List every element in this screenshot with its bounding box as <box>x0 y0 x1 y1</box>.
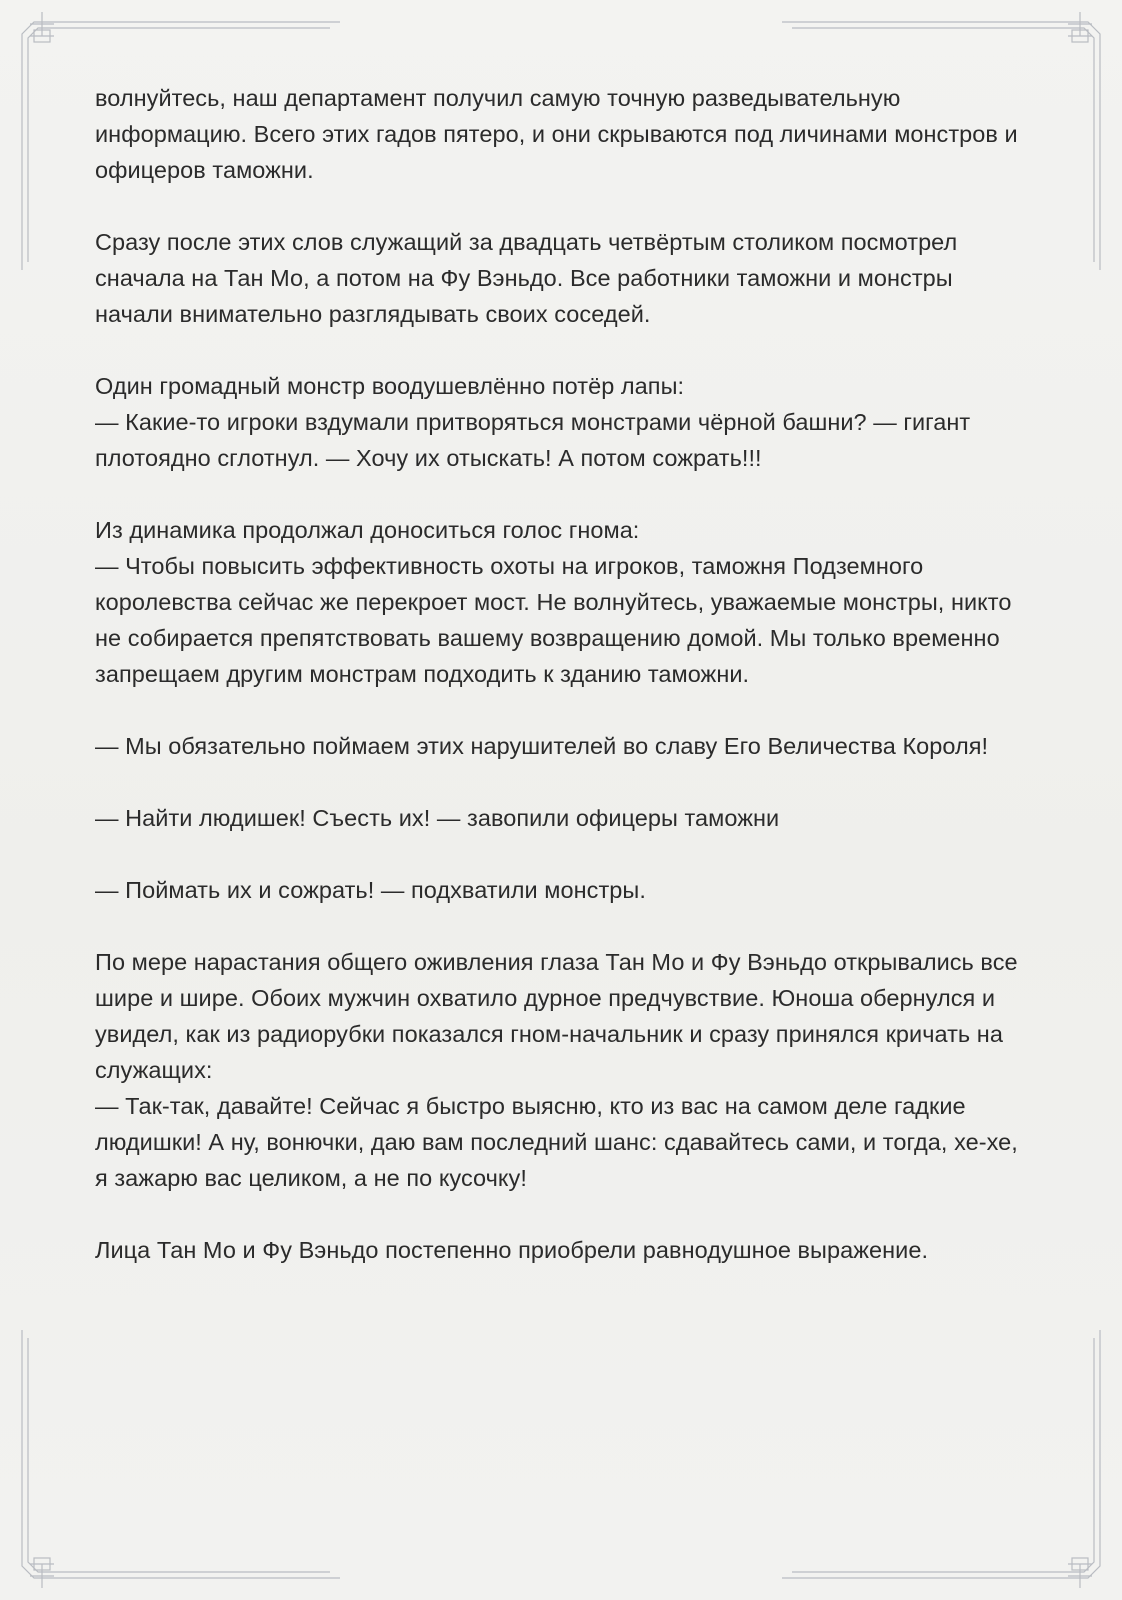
paragraph: — Мы обязательно поймаем этих нарушителей во славу Его Величества Короля! <box>95 733 989 759</box>
paragraph: Лица Тан Мо и Фу Вэньдо постепенно приобрели равнодушное выражение. <box>95 1237 929 1263</box>
paragraph: По мере нарастания общего оживления глаза Тан Мо и Фу Вэньдо открывались все шире и шире. Обоих мужчин охватило дурное предчувствие. Юноша обернулся и увидел, как из радиорубки показался гном-начальник и сразу принялся кричать на служащих: — Так-так, давайте! Сейчас я быстро выясню, кто из вас на самом деле гадкие людишки! А ну, вонючки, даю вам последний шанс: сдавайтесь сами, и тогда, хе-хе, я зажарю вас целиком, а не по кусочку! <box>95 949 1018 1191</box>
paragraph: волнуйтесь, наш департамент получил самую точную разведывательную информацию. Всего этих гадов пятеро, и они скрываются под личинами монстров и офицеров таможни. <box>95 85 1018 183</box>
paragraph: Один громадный монстр воодушевлённо потёр лапы: — Какие-то игроки вздумали притворяться монстрами чёрной башни? — гигант плотоядно сглотнул. — Хочу их отыскать! А потом сожрать!!! <box>95 373 971 471</box>
corner-ornament-bottom-left <box>22 1330 340 1588</box>
paragraph: Из динамика продолжал доноситься голос гнома: — Чтобы повысить эффективность охоты на игроков, таможня Подземного королевства сейчас же перекроет мост. Не волнуйтесь, уважаемые монстры, никто не собирается препятствовать вашему возвращению домой. Мы только временно запрещаем другим монстрам подходить к зданию таможни. <box>95 517 1012 687</box>
corner-ornament-bottom-right <box>782 1330 1100 1588</box>
paragraph: Сразу после этих слов служащий за двадцать четвёртым столиком посмотрел сначала на Тан Мо, а потом на Фу Вэньдо. Все работники таможни и монстры начали внимательно разглядывать своих соседей. <box>95 229 958 327</box>
paragraph: — Найти людишек! Съесть их! — завопили офицеры таможни <box>95 805 780 831</box>
paragraph: — Поймать их и сожрать! — подхватили монстры. <box>95 877 646 903</box>
document-text <box>95 80 1035 1268</box>
